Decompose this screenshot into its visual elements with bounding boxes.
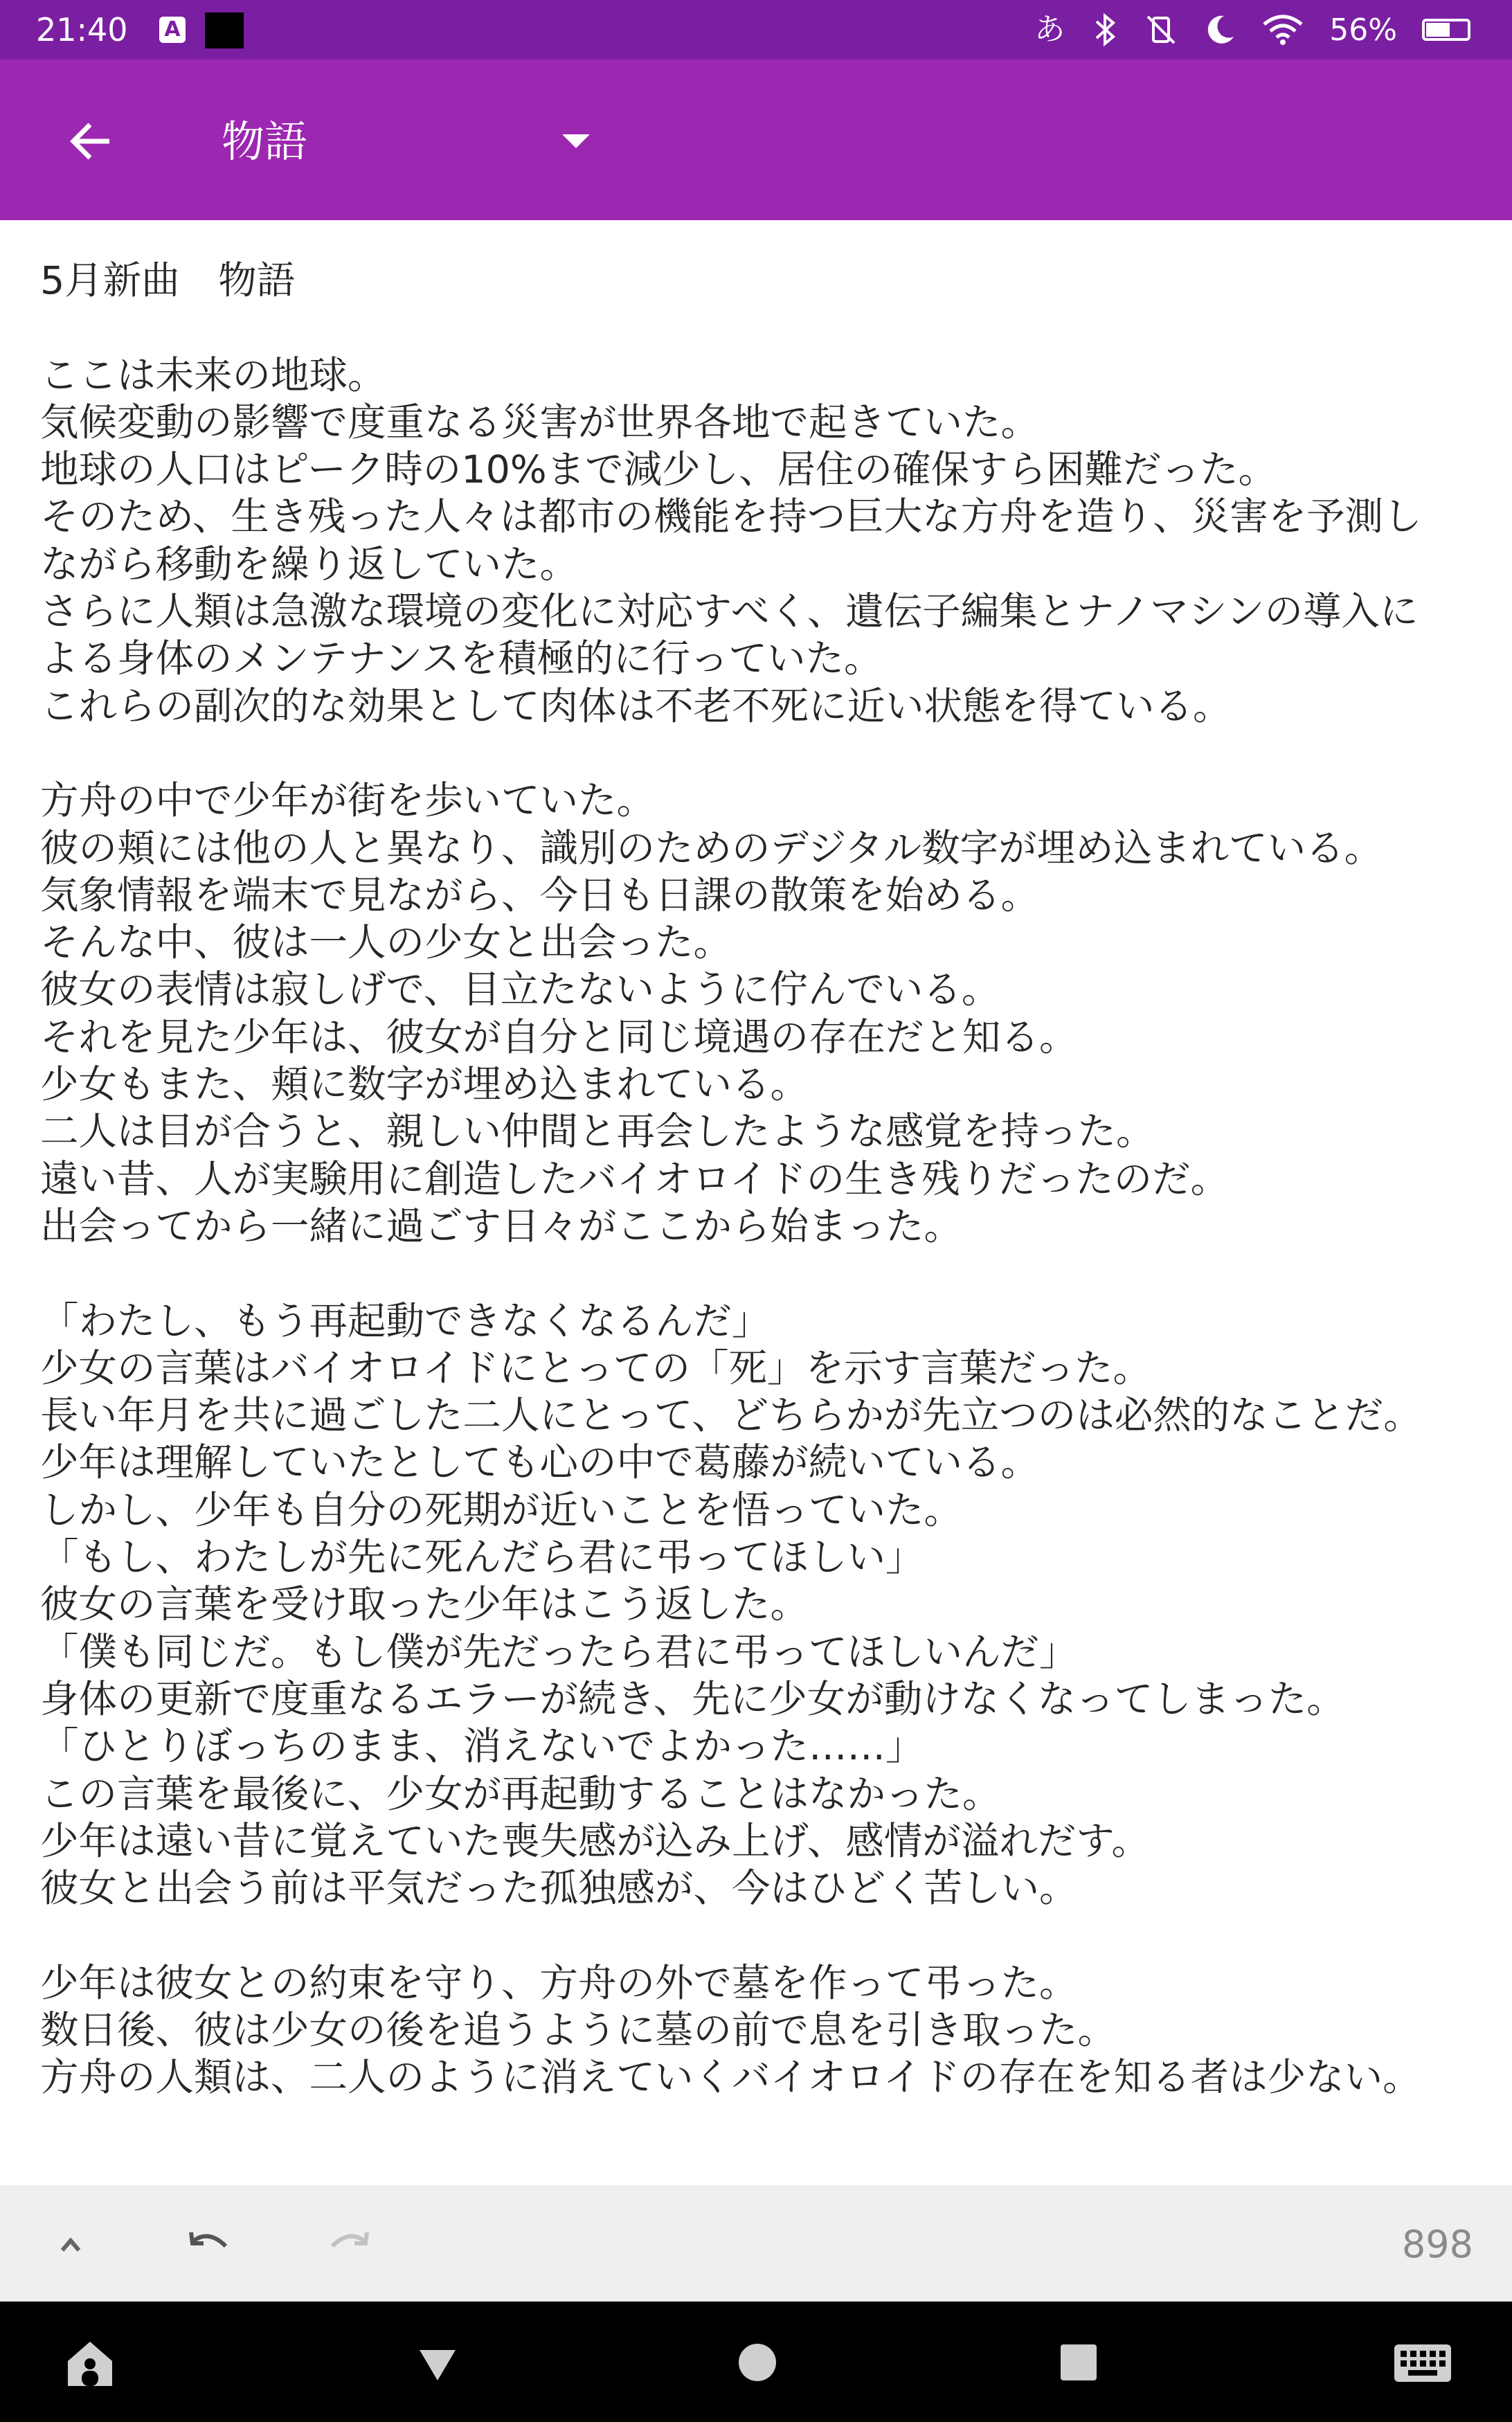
blank-line bbox=[40, 730, 1480, 778]
document-text-area[interactable] bbox=[40, 258, 1480, 2155]
bluetooth-icon bbox=[1091, 12, 1119, 48]
text-line: それを見た少年は、彼女が自分と同じ境遇の存在だと知る。 bbox=[40, 1014, 1078, 1060]
text-line: この言葉を最後に、少女が再起動することはなかった。 bbox=[40, 1771, 1001, 1817]
battery-icon bbox=[1422, 19, 1470, 41]
text-line: そんな中、彼は一人の少女と出会った。 bbox=[40, 920, 732, 966]
text-line: ながら移動を繰り返していた。 bbox=[40, 541, 579, 587]
text-line: 少年は理解していたとしても心の中で葛藤が続いている。 bbox=[40, 1440, 1040, 1486]
back-triangle-icon[interactable] bbox=[408, 2333, 467, 2392]
text-line: 気候変動の影響で度重なる災害が世界各地で起きていた。 bbox=[40, 400, 1040, 445]
blank-line bbox=[40, 305, 1480, 352]
text-line: さらに人類は急激な環境の変化に対応すべく、遺伝子編集とナノマシンの導入に bbox=[40, 589, 1419, 635]
chevron-up-icon[interactable] bbox=[43, 2220, 98, 2268]
status-bar bbox=[0, 0, 1512, 60]
hiragana-a-icon: あ bbox=[1034, 12, 1065, 47]
text-line: 少年は遠い昔に覚えていた喪失感が込み上げ、感情が溢れだす。 bbox=[40, 1818, 1150, 1864]
text-line: 長い年月を共に過ごした二人にとって、どちらかが先立つのは必然的なことだ。 bbox=[40, 1393, 1422, 1439]
home-circle-icon[interactable] bbox=[728, 2333, 786, 2392]
text-line: 5月新曲 物語 bbox=[40, 258, 296, 303]
blank-line bbox=[40, 1912, 1480, 1959]
text-line: 「僕も同じだ。もし僕が先だったら君に弔ってほしいんだ」 bbox=[40, 1629, 1078, 1675]
text-line: 身体の更新で度重なるエラーが続き、先に少女が動けなくなってしまった。 bbox=[40, 1676, 1345, 1722]
text-line: 二人は目が合うと、親しい仲間と再会したような感覚を持った。 bbox=[40, 1109, 1155, 1155]
text-line: 彼女と出会う前は平気だった孤独感が、今はひどく苦しい。 bbox=[40, 1866, 1078, 1912]
blank-line bbox=[40, 1250, 1480, 1298]
text-line: 遠い昔、人が実験用に創造したバイオロイドの生き残りだったのだ。 bbox=[40, 1156, 1230, 1202]
text-line: 少年は彼女との約束を守り、方舟の外で墓を作って弔った。 bbox=[40, 1960, 1078, 2006]
text-line: 少女もまた、頬に数字が埋め込まれている。 bbox=[40, 1062, 809, 1108]
text-line: 地球の人口はピーク時の10%まで減少し、居住の確保すら困難だった。 bbox=[40, 447, 1277, 493]
wifi-icon bbox=[1261, 13, 1304, 46]
text-line: 彼女の表情は寂しげで、目立たないように佇んでいる。 bbox=[40, 967, 1000, 1013]
a-badge-icon: A bbox=[159, 17, 186, 43]
text-line: 「わたし、もう再起動できなくなるんだ」 bbox=[40, 1298, 771, 1344]
arrow-left-icon[interactable] bbox=[64, 114, 119, 169]
editor-toolbar bbox=[0, 2185, 1512, 2302]
text-line: ここは未来の地球。 bbox=[40, 352, 386, 398]
triangle-down-icon[interactable] bbox=[562, 134, 590, 148]
keyboard-icon[interactable] bbox=[1392, 2333, 1454, 2392]
system-navigation-bar bbox=[0, 2302, 1512, 2422]
text-line: よる身体のメンテナンスを積極的に行っていた。 bbox=[40, 636, 883, 682]
text-line: 数日後、彼は少女の後を追うように墓の前で息を引き取った。 bbox=[40, 2007, 1117, 2053]
text-line: 「もし、わたしが先に死んだら君に弔ってほしい」 bbox=[40, 1535, 924, 1581]
text-line: しかし、少年も自分の死期が近いことを悟っていた。 bbox=[40, 1487, 963, 1533]
text-line: そのため、生き残った人々は都市の機能を持つ巨大な方舟を造り、災害を予測し bbox=[40, 494, 1422, 540]
text-line: 彼女の言葉を受け取った少年はこう返した。 bbox=[40, 1582, 809, 1628]
character-count: 898 bbox=[1401, 2223, 1473, 2266]
text-line: 方舟の中で少年が街を歩いていた。 bbox=[40, 778, 656, 824]
moon-icon bbox=[1203, 13, 1236, 46]
text-line: 「ひとりぼっちのまま、消えないでよかった……」 bbox=[40, 1724, 924, 1770]
text-line: 気象情報を端末で見ながら、今日も日課の散策を始める。 bbox=[40, 872, 1040, 918]
redo-icon[interactable] bbox=[321, 2220, 377, 2268]
document-title[interactable]: 物語 bbox=[222, 116, 308, 167]
battery-percent: 56% bbox=[1329, 12, 1397, 48]
recents-square-icon[interactable] bbox=[1050, 2333, 1108, 2392]
text-line: 彼の頬には他の人と異なり、識別のためのデジタル数字が埋め込まれている。 bbox=[40, 825, 1383, 871]
app-bar bbox=[0, 60, 1512, 220]
text-line: 出会ってから一緒に過ごす日々がここから始まった。 bbox=[40, 1203, 963, 1249]
home-house-icon[interactable] bbox=[61, 2333, 119, 2392]
status-icons bbox=[1033, 8, 1470, 51]
status-time: 21:40 bbox=[36, 11, 128, 48]
vibrate-off-icon bbox=[1144, 12, 1178, 47]
undo-icon[interactable] bbox=[181, 2220, 237, 2268]
text-line: 少女の言葉はバイオロイドにとっての「死」を示す言葉だった。 bbox=[40, 1345, 1152, 1391]
text-line: これらの副次的な効果として肉体は不老不死に近い状態を得ている。 bbox=[40, 683, 1232, 729]
black-square-icon bbox=[205, 12, 244, 48]
text-line: 方舟の人類は、二人のように消えていくバイオロイドの存在を知る者は少ない。 bbox=[40, 2055, 1421, 2101]
